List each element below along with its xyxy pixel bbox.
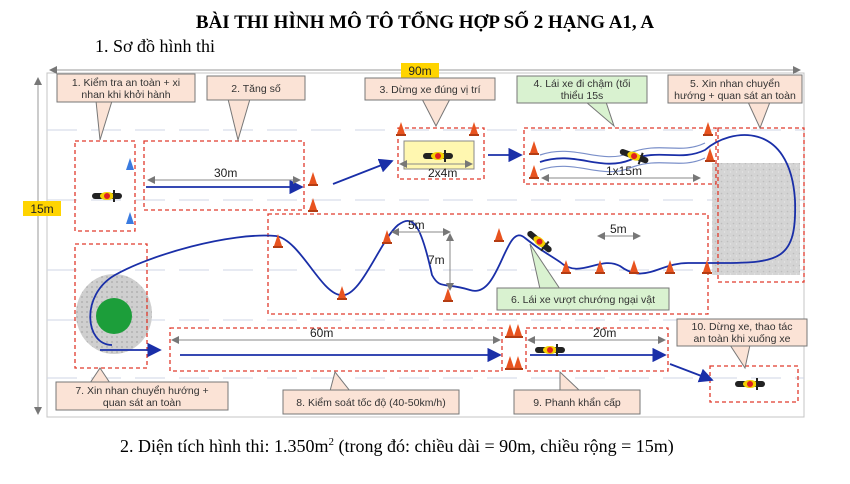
callout-4 <box>517 76 647 126</box>
cone-icon <box>595 260 605 274</box>
callout-5-line-1: 5. Xin nhan chuyển <box>690 78 780 90</box>
cone-icon <box>513 324 523 338</box>
start-markers <box>126 158 134 224</box>
area-suffix: (trong đó: chiều dài = 90m, chiều rộng = 15m) <box>334 436 674 456</box>
callout-10-line-1: 10. Dừng xe, thao tác <box>691 321 793 333</box>
length-label: 90m <box>408 64 432 78</box>
cone-icon <box>629 260 639 274</box>
dim-60m: 60m <box>310 326 334 340</box>
callout-4-line-1: 4. Lái xe đi chậm (tối <box>533 78 631 90</box>
callout-10-line-2: an toàn khi xuống xe <box>693 333 791 345</box>
section-heading: 1. Sơ đồ hình thi <box>95 36 216 56</box>
motorbike-icon <box>735 378 765 390</box>
callout-7-line-1: 7. Xin nhan chuyển hướng + <box>75 385 209 397</box>
cone-icon <box>513 356 523 370</box>
callout-5 <box>668 75 802 128</box>
callout-3 <box>365 78 495 126</box>
route-slalom <box>90 221 720 345</box>
cone-icon <box>469 122 479 136</box>
callout-8-line-1: 8. Kiểm soát tốc độ (40-50km/h) <box>296 397 446 409</box>
callout-7 <box>56 368 228 410</box>
cone-icon <box>308 172 318 186</box>
dim-5m-a: 5m <box>408 218 425 232</box>
callout-7-line-2: quan sát an toàn <box>102 397 182 409</box>
dim-20m: 20m <box>593 326 617 340</box>
cone-icon <box>505 356 515 370</box>
callout-9-line-1: 9. Phanh khẩn cấp <box>533 397 621 409</box>
cone-icon <box>494 228 504 242</box>
route-segment-ramp <box>333 161 392 184</box>
area-prefix: 2. Diện tích hình thi: 1.350m <box>120 436 329 456</box>
cone-icon <box>529 165 539 179</box>
dim-5m-b: 5m <box>610 222 627 236</box>
callouts <box>56 74 807 414</box>
callout-6-line-1: 6. Lái xe vượt chướng ngại vật <box>511 294 655 306</box>
page-title: BÀI THI HÌNH MÔ TÔ TỔNG HỢP SỐ 2 HẠNG A1, A <box>195 12 655 33</box>
dim-7m: 7m <box>428 253 445 267</box>
callout-5-line-2: hướng + quan sát an toàn <box>674 90 796 102</box>
turn-area-ground <box>712 163 800 275</box>
area-superscript: 2 <box>328 436 334 448</box>
width-label: 15m <box>30 202 54 216</box>
cone-icon <box>443 288 453 302</box>
cone-icon <box>382 230 392 244</box>
area-description <box>120 436 674 457</box>
callout-1 <box>57 74 195 140</box>
roundabout-island <box>96 298 132 334</box>
callout-4-line-2: thiểu 15s <box>560 90 604 102</box>
dim-1x15m: 1x15m <box>606 164 643 178</box>
dim-30m: 30m <box>214 166 238 180</box>
zone-8 <box>170 328 502 371</box>
cone-icon <box>337 286 347 300</box>
cone-icon <box>705 148 715 162</box>
callout-1-line-1: 1. Kiểm tra an toàn + xi <box>71 77 181 89</box>
callout-2-line-1: 2. Tăng số <box>231 83 281 95</box>
callout-10 <box>677 319 807 368</box>
callout-6 <box>497 244 669 310</box>
cone-icon <box>529 141 539 155</box>
cone-icon <box>505 324 515 338</box>
zone-1 <box>75 141 135 231</box>
traffic-cones <box>273 122 715 370</box>
callout-3-line-1: 3. Dừng xe đúng vị trí <box>379 84 481 96</box>
course-boundary <box>47 73 804 417</box>
callout-1-line-2: nhan khi khởi hành <box>81 89 171 101</box>
dim-2x4m: 2x4m <box>428 166 458 180</box>
cone-icon <box>703 122 713 136</box>
